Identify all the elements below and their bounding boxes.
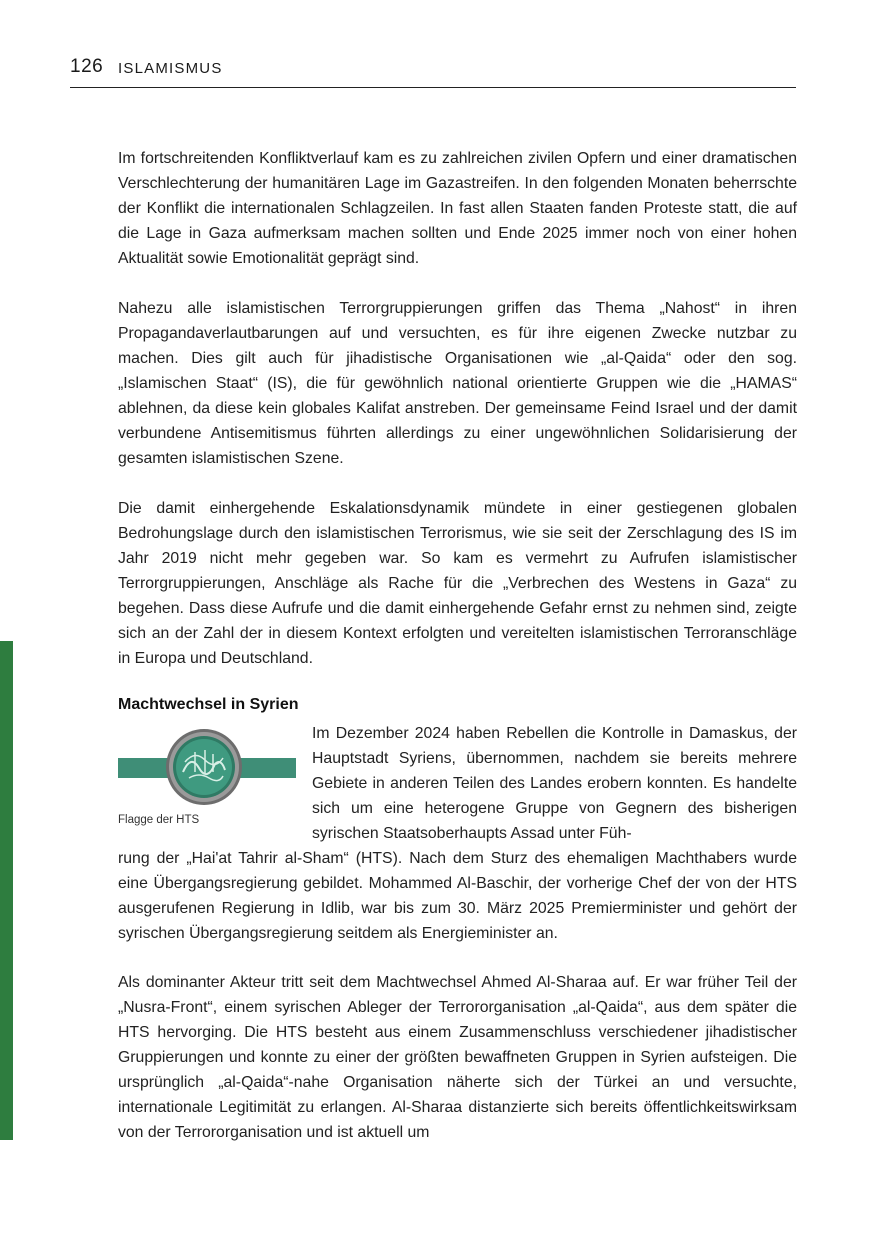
hts-flag-figure (118, 727, 296, 837)
paragraph-5: Als dominanter Akteur tritt seit dem Machtwechsel Ahmed Al-Sharaa auf. Er war früher Teil der „Nusra-Front“, einem syrischen Ableger der Terrororganisation „al-Qaida“, aus dem später die HTS hervorging. Die HTS besteht aus einem Zusammenschluss verschiedener jihadistischer Gruppierungen und konnte zu einer der größten bewaffneten Gruppen in Syrien aufsteigen. Die ursprünglich „al-Qaida“-nahe Organisation näherte sich der Türkei an und versuchte, internationale Legitimität zu erlangen. Al-Sharaa distanzierte sich bereits öffentlichkeitswirksam von der Terrororganisation und ist aktuell um (118, 974, 797, 1141)
paragraph-3: Die damit einhergehende Eskalationsdynamik mündete in einer gestiegenen globalen Bedrohungslage durch den islamistischen Terrorismus, wie sie seit der Zerschlagung des IS im Jahr 2019 nicht mehr gegeben war. So kam es vermehrt zu Aufrufen islamistischer Terrorgruppierungen, Anschläge als Rache für die „Verbrechen des Westens in Gaza“ zu begehen. Dass diese Aufrufe und die damit einhergehende Gefahr ernst zu nehmen sind, zeigte sich an der Zahl der in diesem Kontext erfolgten und vereitelten islamistischen Terroranschläge in Europa und Deutschland. (118, 500, 797, 667)
section-wrap-text: Im Dezember 2024 haben Rebellen die Kontrolle in Damaskus, der Hauptstadt Syriens, übernommen, nachdem sie bereits mehrere Gebiete in anderen Teilen des Landes erobern konnten. Es handelte sich um eine heterogene Gruppe von Gegnern des bisherigen syrischen Staatsoberhaupts Assad unter Füh- (312, 725, 797, 842)
paragraph-2: Nahezu alle islamistischen Terrorgruppierungen griffen das Thema „Nahost“ in ihren Propagandaverlautbarungen auf und versuchten, es für ihre eigenen Zwecke nutzbar zu machen. Dies gilt auch für jihadistische Organisationen wie „al-Qaida“ oder den sog. „Islamischen Staat“ (IS), die für gewöhnlich national orientierte Gruppen wie die „HAMAS“ ablehnen, da diese kein globales Kalifat anstreben. Der gemeinsame Feind Israel und der damit verbundene Antisemitismus führten allerdings zu einer ungewöhnlichen Solidarisierung der gesamten islamistischen Szene. (118, 300, 797, 467)
page-header (70, 56, 796, 88)
section-continuation: rung der „Hai'at Tahrir al-Sham“ (HTS). Nach dem Sturz des ehemaligen Machthabers wurde eine Übergangsregierung gebildet. Mohammed Al-Baschir, der vorherige Chef der von der HTS ausgerufenen Regierung in Idlib, war bis zum 30. März 2025 Premierminister und gehört der syrischen Übergangsregierung seitdem als Energieminister an. (118, 850, 797, 942)
running-title: ISLAMISMUS (118, 60, 223, 77)
section-heading: Machtwechsel in Syrien (118, 696, 299, 713)
paragraph-1: Im fortschreitenden Konfliktverlauf kam es zu zahlreichen zivilen Opfern und einer dramatischen Verschlechterung der humanitären Lage im Gazastreifen. In den folgenden Monaten beherrschte der Konflikt die internationalen Schlagzeilen. In fast allen Staaten fanden Proteste statt, die auf die Lage in Gaza aufmerksam machen sollten und Ende 2025 immer noch von einer hohen Aktualität sowie Emotionalität geprägt sind. (118, 150, 797, 267)
figure-caption: Flagge der HTS (118, 814, 200, 826)
hts-flag-emblem-icon (165, 728, 243, 806)
chapter-side-marker (0, 641, 13, 1140)
page-number: 126 (70, 56, 104, 77)
